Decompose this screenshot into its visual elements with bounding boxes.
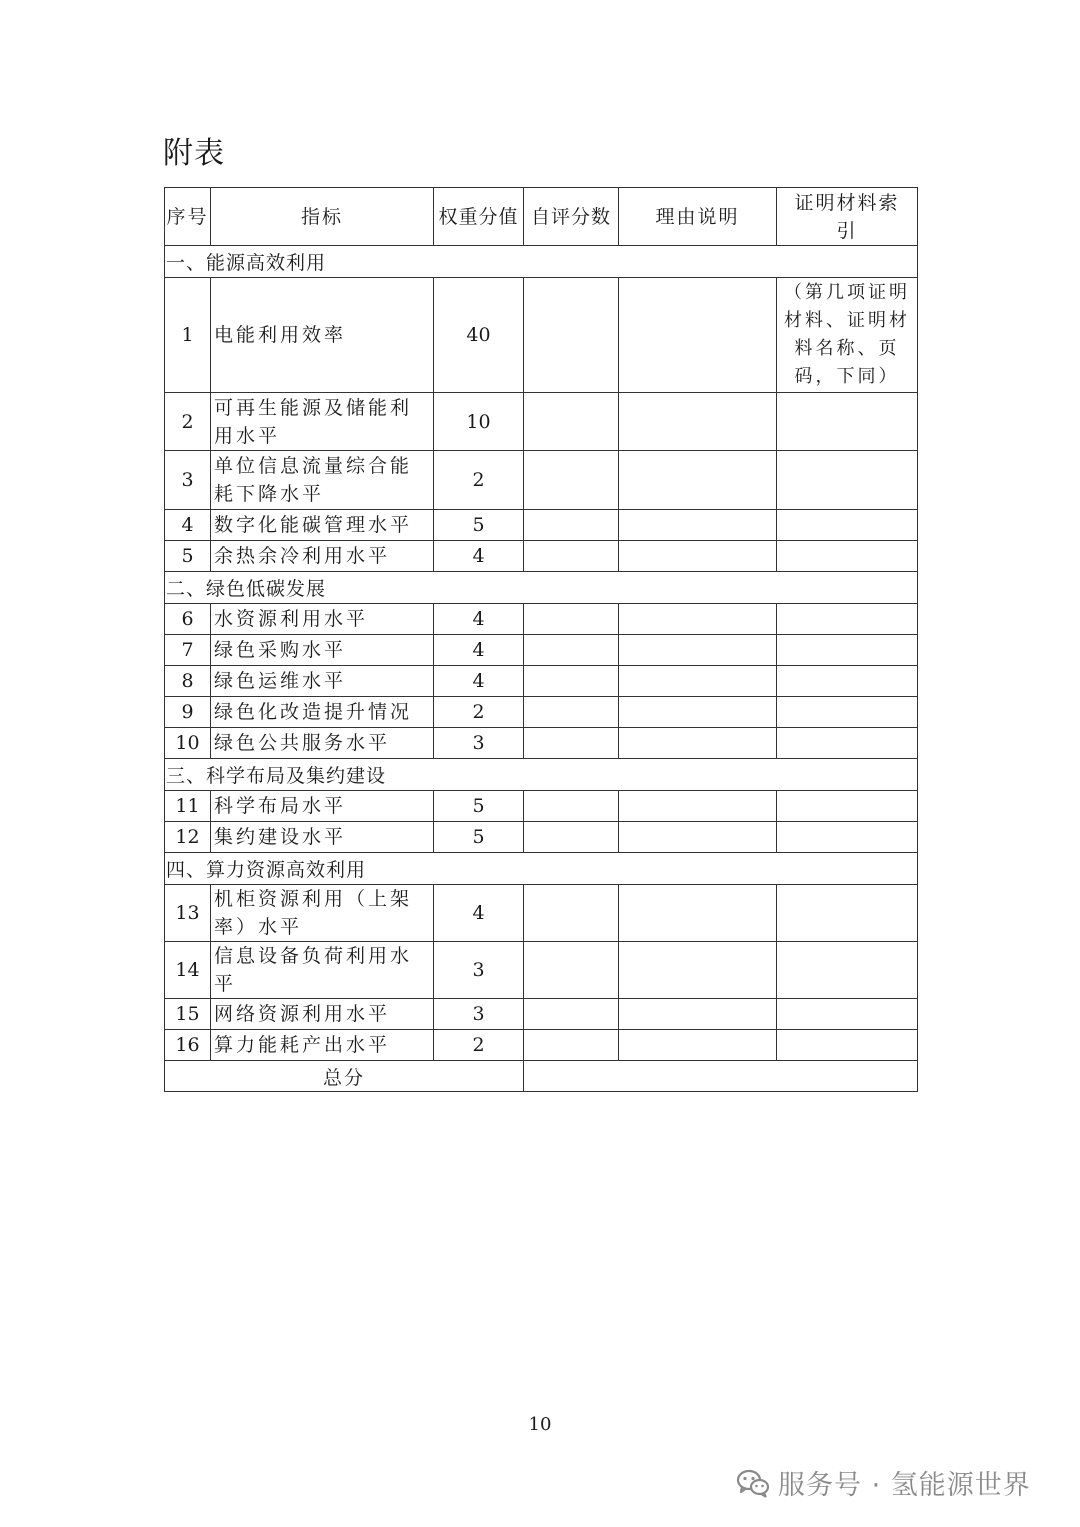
row-number: 5 bbox=[165, 541, 211, 572]
table-row bbox=[165, 541, 918, 572]
header-indicator: 指标 bbox=[211, 188, 434, 246]
appendix-table bbox=[164, 187, 918, 1092]
section-title: 一、能源高效利用 bbox=[165, 246, 918, 278]
evidence-cell[interactable] bbox=[777, 999, 918, 1030]
self-score-cell[interactable] bbox=[524, 541, 619, 572]
self-score-cell[interactable] bbox=[524, 278, 619, 393]
section-row bbox=[165, 572, 918, 604]
self-score-cell[interactable] bbox=[524, 510, 619, 541]
row-indicator: 绿色采购水平 bbox=[211, 635, 434, 666]
row-weight: 2 bbox=[434, 451, 524, 510]
evidence-cell[interactable] bbox=[777, 604, 918, 635]
self-score-cell[interactable] bbox=[524, 1030, 619, 1061]
row-number: 6 bbox=[165, 604, 211, 635]
evidence-cell[interactable] bbox=[777, 278, 918, 393]
row-indicator: 绿色公共服务水平 bbox=[211, 728, 434, 759]
table-row bbox=[165, 451, 918, 510]
evidence-note: （第几项证明材料、证明材料名称、页码，下同） bbox=[784, 282, 910, 387]
row-indicator: 可再生能源及储能利用水平 bbox=[211, 393, 434, 451]
table-row bbox=[165, 666, 918, 697]
evidence-cell[interactable] bbox=[777, 728, 918, 759]
reason-cell[interactable] bbox=[619, 451, 777, 510]
self-score-cell[interactable] bbox=[524, 822, 619, 853]
table-row bbox=[165, 510, 918, 541]
row-number: 4 bbox=[165, 510, 211, 541]
table-row bbox=[165, 635, 918, 666]
row-weight: 4 bbox=[434, 635, 524, 666]
section-row bbox=[165, 759, 918, 791]
header-no: 序号 bbox=[165, 188, 211, 246]
evidence-cell[interactable] bbox=[777, 393, 918, 451]
row-weight: 40 bbox=[434, 278, 524, 393]
evidence-cell[interactable] bbox=[777, 451, 918, 510]
row-weight: 5 bbox=[434, 822, 524, 853]
table-row bbox=[165, 822, 918, 853]
row-weight: 4 bbox=[434, 604, 524, 635]
table-row bbox=[165, 393, 918, 451]
row-number: 16 bbox=[165, 1030, 211, 1061]
table-row bbox=[165, 942, 918, 999]
reason-cell[interactable] bbox=[619, 728, 777, 759]
self-score-cell[interactable] bbox=[524, 451, 619, 510]
header-reason: 理由说明 bbox=[619, 188, 777, 246]
row-indicator: 信息设备负荷利用水平 bbox=[211, 942, 434, 999]
row-number: 7 bbox=[165, 635, 211, 666]
evidence-cell[interactable] bbox=[777, 885, 918, 942]
row-indicator: 数字化能碳管理水平 bbox=[211, 510, 434, 541]
row-number: 14 bbox=[165, 942, 211, 999]
table-row bbox=[165, 604, 918, 635]
evidence-cell[interactable] bbox=[777, 510, 918, 541]
reason-cell[interactable] bbox=[619, 942, 777, 999]
self-score-cell[interactable] bbox=[524, 697, 619, 728]
row-weight: 3 bbox=[434, 728, 524, 759]
reason-cell[interactable] bbox=[619, 1030, 777, 1061]
total-score-cell[interactable] bbox=[524, 1061, 918, 1092]
table-row bbox=[165, 1030, 918, 1061]
section-title: 二、绿色低碳发展 bbox=[165, 572, 918, 604]
watermark bbox=[736, 1463, 1031, 1502]
reason-cell[interactable] bbox=[619, 510, 777, 541]
reason-cell[interactable] bbox=[619, 822, 777, 853]
reason-cell[interactable] bbox=[619, 393, 777, 451]
reason-cell[interactable] bbox=[619, 541, 777, 572]
reason-cell[interactable] bbox=[619, 885, 777, 942]
evidence-cell[interactable] bbox=[777, 666, 918, 697]
wechat-icon bbox=[736, 1468, 770, 1498]
header-weight: 权重分值 bbox=[434, 188, 524, 246]
header-row bbox=[165, 188, 918, 246]
row-weight: 5 bbox=[434, 510, 524, 541]
reason-cell[interactable] bbox=[619, 666, 777, 697]
evidence-cell[interactable] bbox=[777, 822, 918, 853]
evidence-cell[interactable] bbox=[777, 697, 918, 728]
section-title: 四、算力资源高效利用 bbox=[165, 853, 918, 885]
row-indicator: 电能利用效率 bbox=[211, 278, 434, 393]
table-row bbox=[165, 697, 918, 728]
row-number: 11 bbox=[165, 791, 211, 822]
reason-cell[interactable] bbox=[619, 791, 777, 822]
row-weight: 4 bbox=[434, 666, 524, 697]
reason-cell[interactable] bbox=[619, 697, 777, 728]
table-row bbox=[165, 791, 918, 822]
row-number: 3 bbox=[165, 451, 211, 510]
section-row bbox=[165, 853, 918, 885]
row-number: 10 bbox=[165, 728, 211, 759]
table-row bbox=[165, 999, 918, 1030]
table-row bbox=[165, 885, 918, 942]
row-number: 8 bbox=[165, 666, 211, 697]
page-title: 附表 bbox=[163, 136, 225, 171]
reason-cell[interactable] bbox=[619, 278, 777, 393]
row-number: 9 bbox=[165, 697, 211, 728]
self-score-cell[interactable] bbox=[524, 885, 619, 942]
row-weight: 5 bbox=[434, 791, 524, 822]
evidence-cell[interactable] bbox=[777, 942, 918, 999]
row-weight: 2 bbox=[434, 697, 524, 728]
section-row bbox=[165, 246, 918, 278]
row-indicator: 绿色运维水平 bbox=[211, 666, 434, 697]
row-indicator: 算力能耗产出水平 bbox=[211, 1030, 434, 1061]
row-indicator: 单位信息流量综合能耗下降水平 bbox=[211, 451, 434, 510]
self-score-cell[interactable] bbox=[524, 728, 619, 759]
table-row bbox=[165, 278, 918, 393]
row-indicator: 科学布局水平 bbox=[211, 791, 434, 822]
reason-cell[interactable] bbox=[619, 635, 777, 666]
row-weight: 3 bbox=[434, 942, 524, 999]
row-indicator: 集约建设水平 bbox=[211, 822, 434, 853]
row-indicator: 绿色化改造提升情况 bbox=[211, 697, 434, 728]
self-score-cell[interactable] bbox=[524, 604, 619, 635]
reason-cell[interactable] bbox=[619, 604, 777, 635]
row-number: 1 bbox=[165, 278, 211, 393]
table-body bbox=[165, 188, 918, 1092]
evidence-cell[interactable] bbox=[777, 1030, 918, 1061]
total-label: 总分 bbox=[165, 1061, 524, 1092]
row-weight: 2 bbox=[434, 1030, 524, 1061]
header-evidence: 证明材料索引 bbox=[777, 188, 918, 246]
row-number: 13 bbox=[165, 885, 211, 942]
evidence-cell[interactable] bbox=[777, 635, 918, 666]
row-number: 12 bbox=[165, 822, 211, 853]
row-weight: 3 bbox=[434, 999, 524, 1030]
evidence-cell[interactable] bbox=[777, 791, 918, 822]
self-score-cell[interactable] bbox=[524, 942, 619, 999]
row-number: 2 bbox=[165, 393, 211, 451]
row-indicator: 水资源利用水平 bbox=[211, 604, 434, 635]
self-score-cell[interactable] bbox=[524, 393, 619, 451]
self-score-cell[interactable] bbox=[524, 635, 619, 666]
row-weight: 4 bbox=[434, 885, 524, 942]
row-indicator: 余热余冷利用水平 bbox=[211, 541, 434, 572]
self-score-cell[interactable] bbox=[524, 999, 619, 1030]
row-weight: 10 bbox=[434, 393, 524, 451]
page-number: 10 bbox=[528, 1414, 552, 1435]
row-weight: 4 bbox=[434, 541, 524, 572]
reason-cell[interactable] bbox=[619, 999, 777, 1030]
row-indicator: 机柜资源利用（上架率）水平 bbox=[211, 885, 434, 942]
self-score-cell[interactable] bbox=[524, 666, 619, 697]
row-number: 15 bbox=[165, 999, 211, 1030]
total-row bbox=[165, 1061, 918, 1092]
watermark-text: 服务号 · 氢能源世界 bbox=[778, 1470, 1031, 1501]
row-indicator: 网络资源利用水平 bbox=[211, 999, 434, 1030]
evidence-cell[interactable] bbox=[777, 541, 918, 572]
self-score-cell[interactable] bbox=[524, 791, 619, 822]
table-row bbox=[165, 728, 918, 759]
header-self-score: 自评分数 bbox=[524, 188, 619, 246]
section-title: 三、科学布局及集约建设 bbox=[165, 759, 918, 791]
